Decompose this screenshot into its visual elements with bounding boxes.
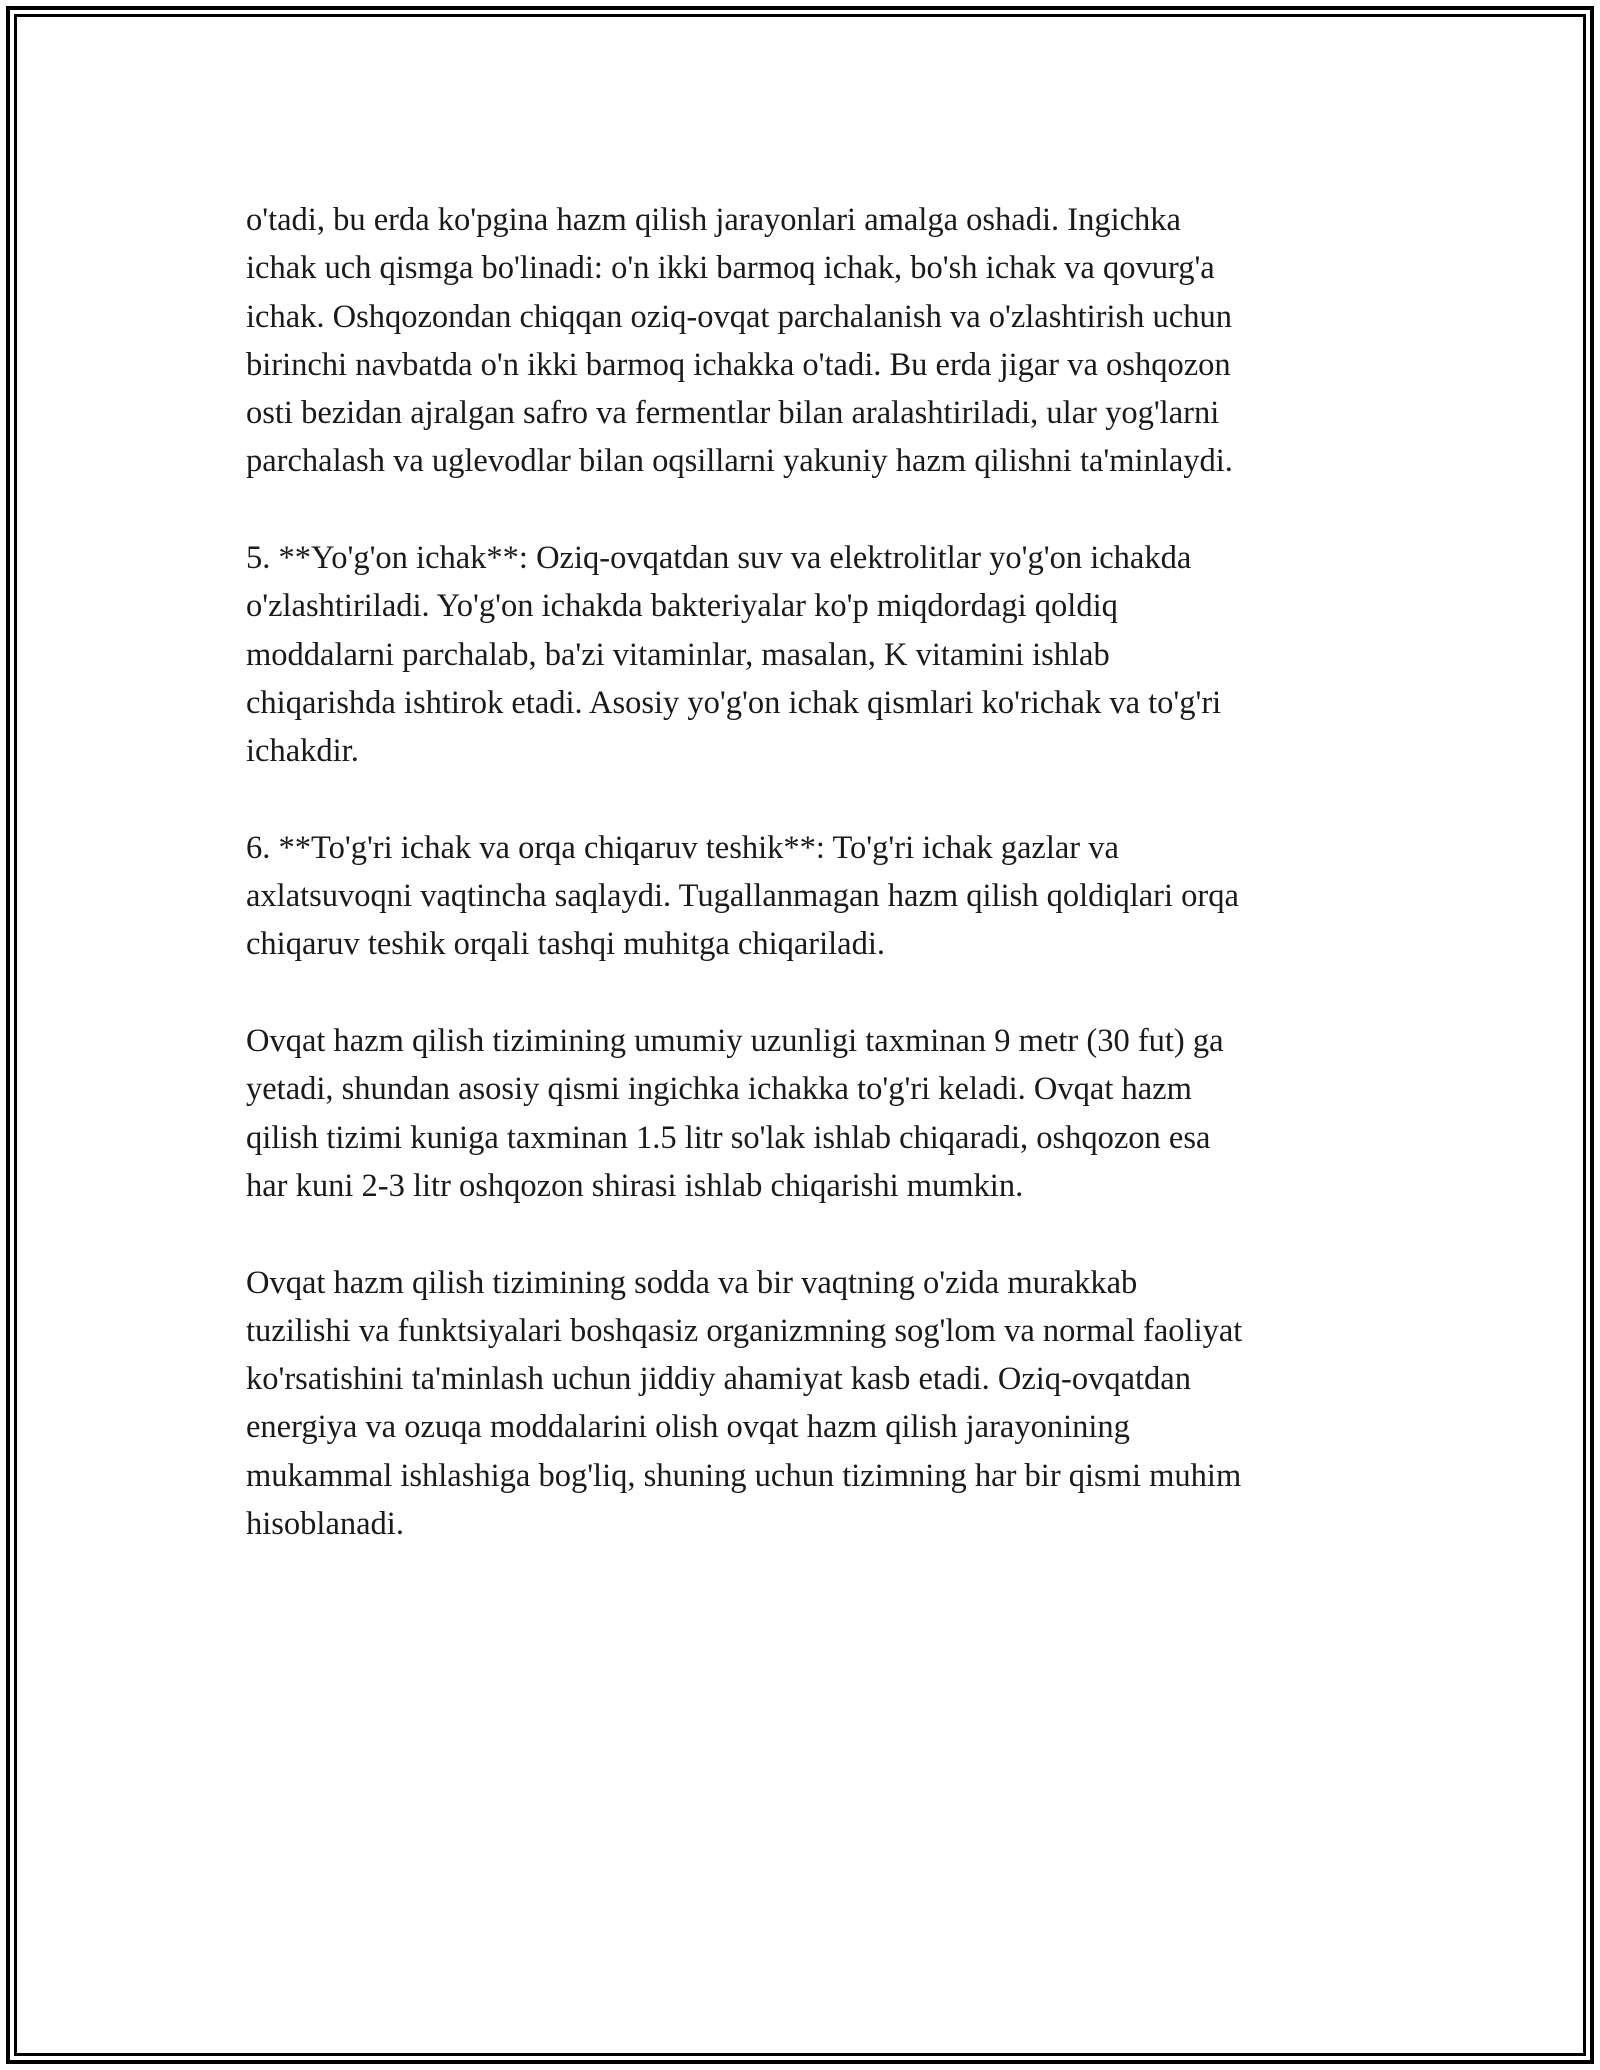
paragraph-conclusion [246,1259,1386,1549]
text-line: mukammal ishlashiga bog'liq, shuning uchun tizimning har bir qismi muhim [246,1457,1242,1494]
text-line: birinchi navbatda o'n ikki barmoq ichakka o'tadi. Bu erda jigar va oshqozon [246,346,1231,383]
text-line: ko'rsatishini ta'minlash uchun jiddiy ahamiyat kasb etadi. Oziq-ovqatdan [246,1361,1191,1398]
text-line: 5. **Yo'g'on ichak**: Oziq-ovqatdan suv va elektrolitlar yo'g'on ichakda [246,540,1192,577]
text-line: Ovqat hazm qilish tizimining sodda va bir vaqtning o'zida murakkab [246,1264,1138,1301]
text-line: chiqarishda ishtirok etadi. Asosiy yo'g'on ichak qismlari ko'richak va to'g'ri [246,684,1222,721]
text-line: yetadi, shundan asosiy qismi ingichka ichakka to'g'ri keladi. Ovqat hazm [246,1071,1192,1108]
text-line: ichak uch qismga bo'linadi: o'n ikki barmoq ichak, bo'sh ichak va qovurg'a [246,250,1215,287]
text-line: 6. **To'g'ri ichak va orqa chiqaruv teshik**: To'g'ri ichak gazlar va [246,829,1119,866]
text-line: moddalarni parchalab, ba'zi vitaminlar, masalan, K vitamini ishlab [246,636,1110,673]
text-line: hisoblanadi. [246,1506,404,1543]
page-border [6,6,1594,2064]
text-line: Ovqat hazm qilish tizimining umumiy uzunligi taxminan 9 metr (30 fut) ga [246,1023,1224,1060]
text-line: energiya va ozuqa moddalarini olish ovqat hazm qilish jarayonining [246,1409,1130,1446]
paragraph-small-intestine [246,196,1386,486]
text-line: qilish tizimi kuniga taxminan 1.5 litr so'lak ishlab chiqaradi, oshqozon esa [246,1119,1211,1156]
paragraph-large-intestine [246,534,1386,775]
document-body [246,196,1386,1597]
text-line: parchalash va uglevodlar bilan oqsillarni yakuniy hazm qilishni ta'minlaydi. [246,443,1233,480]
text-line: har kuni 2-3 litr oshqozon shirasi ishlab chiqarishi mumkin. [246,1167,1024,1204]
paragraph-rectum [246,824,1386,969]
paragraph-total-length [246,1017,1386,1210]
text-line: ichakdir. [246,733,359,770]
text-line: o'tadi, bu erda ko'pgina hazm qilish jarayonlari amalga oshadi. Ingichka [246,202,1181,238]
text-line: osti bezidan ajralgan safro va fermentlar bilan aralashtiriladi, ular yog'larni [246,395,1220,432]
text-line: o'zlashtiriladi. Yo'g'on ichakda bakteriyalar ko'p miqdordagi qoldiq [246,588,1118,625]
text-line: ichak. Oshqozondan chiqqan oziq-ovqat parchalanish va o'zlashtirish uchun [246,298,1232,335]
text-line: chiqaruv teshik orqali tashqi muhitga chiqariladi. [246,926,886,963]
text-line: axlatsuvoqni vaqtincha saqlaydi. Tugallanmagan hazm qilish qoldiqlari orqa [246,878,1239,915]
text-line: tuzilishi va funktsiyalari boshqasiz organizmning sog'lom va normal faoliyat [246,1312,1243,1349]
